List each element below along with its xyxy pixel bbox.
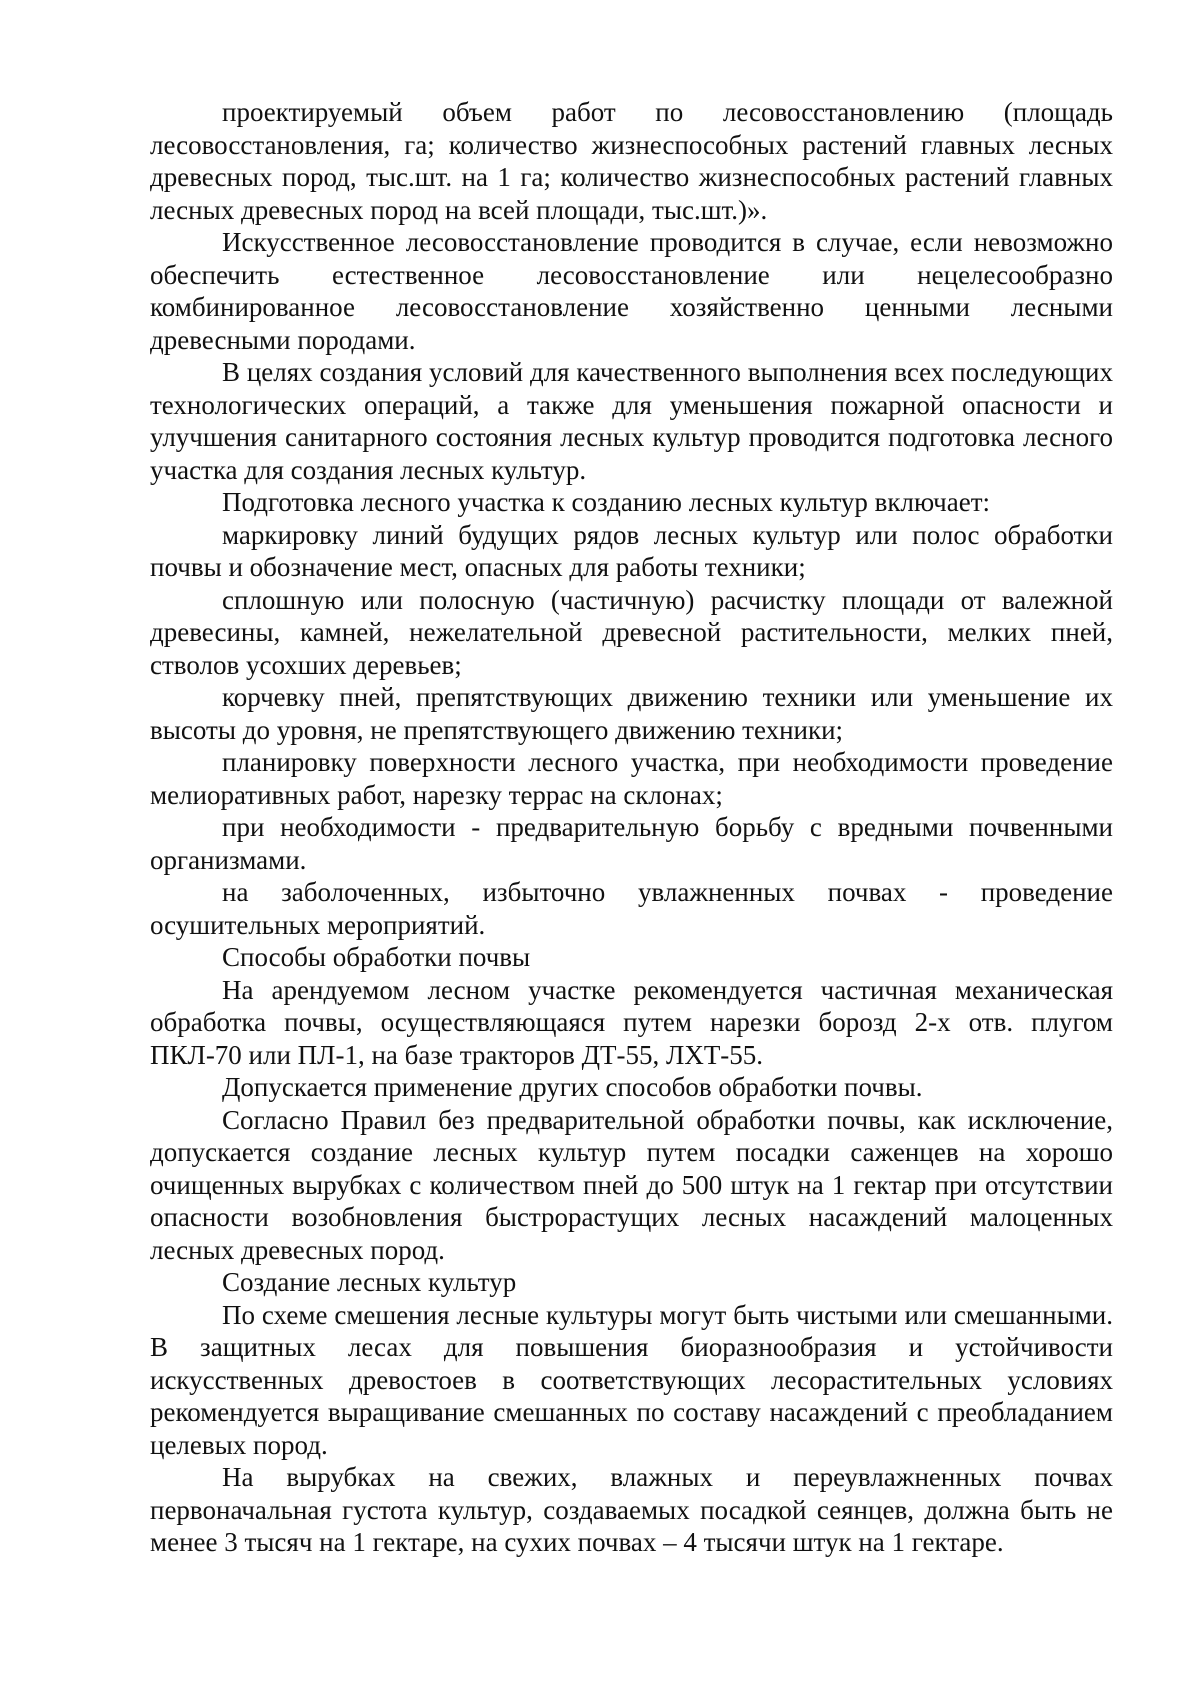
paragraph-7: корчевку пней, препятствующих движению техники или уменьшение их высоты до уровня, не препятствующего движению техники; [150,682,1113,745]
paragraph-4: Подготовка лесного участка к созданию лесных культур включает: [222,487,990,517]
section-heading-forest-cultures: Создание лесных культур [222,1267,517,1297]
paragraph-9: при необходимости - предварительную борьбу с вредными почвенными организмами. [150,812,1113,875]
paragraph-1: проектируемый объем работ по лесовосстановлению (площадь лесовосстановления, га; количество жизнеспособных растений главных лесных древесных пород, тыс.шт. на 1 га; количество жизнеспособных растений главных лесных древесных пород на всей площади, тыс.шт.)». [150,97,1113,225]
paragraph-10: на заболоченных, избыточно увлажненных почвах - проведение осушительных мероприятий. [150,877,1113,940]
paragraph-5: маркировку линий будущих рядов лесных культур или полос обработки почвы и обозначение мест, опасных для работы техники; [150,519,1113,582]
paragraph-8: планировку поверхности лесного участка, при необходимости проведение мелиоративных работ, нарезку террас на склонах; [150,747,1113,810]
paragraph-3: В целях создания условий для качественного выполнения всех последующих технологических операций, а также для уменьшения пожарной опасности и улучшения санитарного состояния лесных культур проводится подготовка лесного участка для создания лесных культур. [150,357,1113,485]
paragraph-6: сплошную или полосную (частичную) расчистку площади от валежной древесины, камней, нежелательной древесной растительности, мелких пней, стволов усохших деревьев; [150,584,1113,680]
paragraph-12: На арендуемом лесном участке рекомендуется частичная механическая обработка почвы, осуществляющаяся путем нарезки борозд 2-х отв. плугом ПКЛ-70 или ПЛ-1, на базе тракторов ДТ-55, ЛХТ-55. [150,974,1113,1070]
paragraph-16: По схеме смешения лесные культуры могут быть чистыми или смешанными. В защитных лесах для повышения биоразнообразия и устойчивости искусственных древостоев в соответствующих лесорастительных условиях рекомендуется выращивание смешанных по составу насаждений с преобладанием целевых пород. [150,1299,1113,1460]
paragraph-17: На вырубках на свежих, влажных и переувлажненных почвах первоначальная густота культур, создаваемых посадкой сеянцев, должна быть не менее 3 тысяч на 1 гектаре, на сухих почвах – 4 тысячи штук на 1 гектаре. [150,1462,1113,1557]
paragraph-14: Согласно Правил без предварительной обработки почвы, как исключение, допускается создание лесных культур путем посадки саженцев на хорошо очищенных вырубках с количеством пней до 500 штук на 1 гектар при отсутствии опасности возобновления быстрорастущих лесных насаждений малоценных лесных древесных пород. [150,1104,1113,1265]
document-page [150,96,1113,1559]
paragraph-2: Искусственное лесовосстановление проводится в случае, если невозможно обеспечить естественное лесовосстановление или нецелесообразно комбинированное лесовосстановление хозяйственно ценными лесными древесными породами. [150,227,1113,355]
section-heading-soil-treatment: Способы обработки почвы [222,942,531,972]
paragraph-13: Допускается применение других способов обработки почвы. [222,1072,923,1102]
